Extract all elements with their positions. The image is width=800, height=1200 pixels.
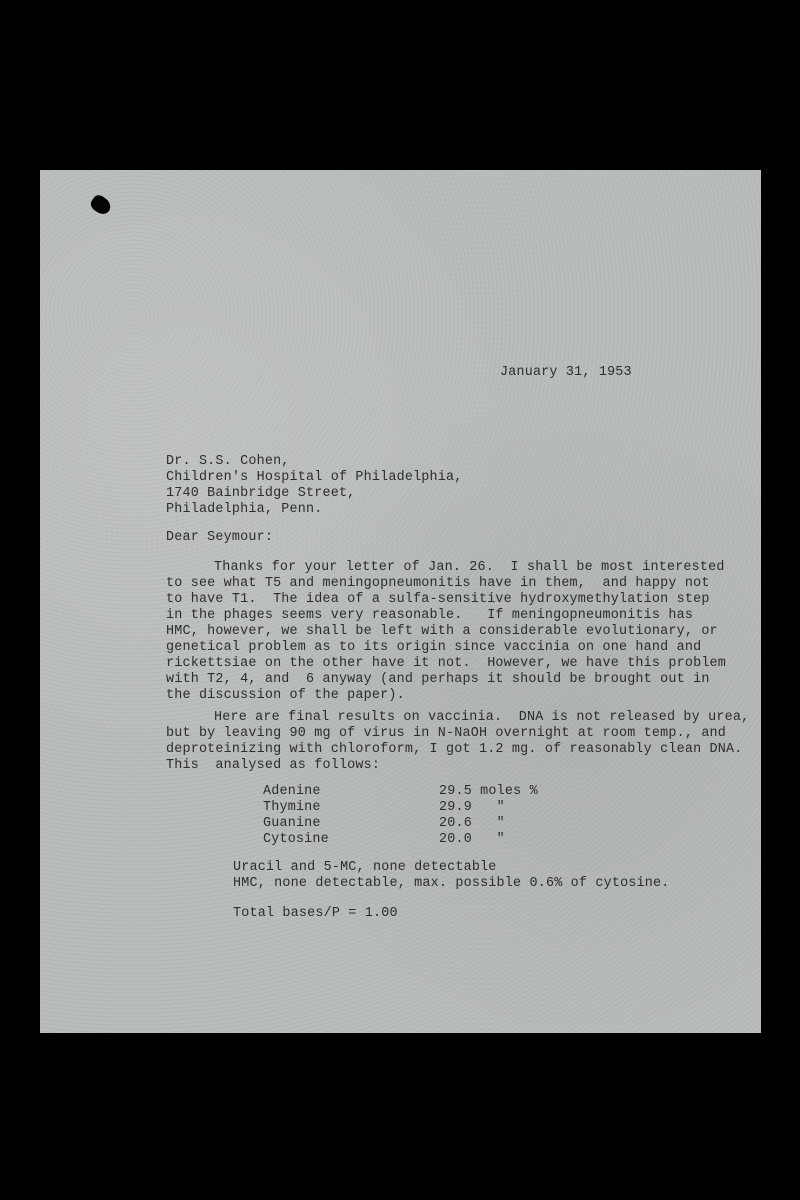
note-line: Uracil and 5-MC, none detectable bbox=[233, 860, 497, 875]
total-line: Total bases/P = 1.00 bbox=[233, 906, 398, 921]
paragraph-line: Thanks for your letter of Jan. 26. I shall be most interested bbox=[214, 560, 725, 575]
paragraph-line: with T2, 4, and 6 anyway (and perhaps it should be brought out in bbox=[166, 672, 710, 687]
result-value: 29.9 " bbox=[439, 800, 505, 815]
letter-date: January 31, 1953 bbox=[500, 365, 632, 380]
salutation: Dear Seymour: bbox=[166, 530, 274, 545]
paragraph-line: the discussion of the paper). bbox=[166, 688, 405, 703]
paragraph-line: HMC, however, we shall be left with a considerable evolutionary, or bbox=[166, 624, 718, 639]
result-base: Adenine bbox=[263, 784, 321, 799]
paragraph-line: Here are final results on vaccinia. DNA is not released by urea, bbox=[214, 710, 750, 725]
address-line: Dr. S.S. Cohen, bbox=[166, 454, 290, 469]
paragraph-line: but by leaving 90 mg of virus in N-NaOH overnight at room temp., and bbox=[166, 726, 727, 741]
result-base: Cytosine bbox=[263, 832, 329, 847]
paragraph-line: genetical problem as to its origin since vaccinia on one hand and bbox=[166, 640, 702, 655]
address-line: Children's Hospital of Philadelphia, bbox=[166, 470, 463, 485]
result-base: Thymine bbox=[263, 800, 321, 815]
result-base: Guanine bbox=[263, 816, 321, 831]
paragraph-line: to have T1. The idea of a sulfa-sensitive hydroxymethylation step bbox=[166, 592, 710, 607]
address-line: 1740 Bainbridge Street, bbox=[166, 486, 356, 501]
result-value: 29.5 moles % bbox=[439, 784, 538, 799]
result-value: 20.6 " bbox=[439, 816, 505, 831]
paragraph-line: rickettsiae on the other have it not. However, we have this problem bbox=[166, 656, 727, 671]
paragraph-line: to see what T5 and meningopneumonitis have in them, and happy not bbox=[166, 576, 710, 591]
paragraph-line: This analysed as follows: bbox=[166, 758, 381, 773]
paragraph-line: deproteinizing with chloroform, I got 1.2 mg. of reasonably clean DNA. bbox=[166, 742, 743, 757]
address-line: Philadelphia, Penn. bbox=[166, 502, 323, 517]
result-value: 20.0 " bbox=[439, 832, 505, 847]
note-line: HMC, none detectable, max. possible 0.6% of cytosine. bbox=[233, 876, 670, 891]
paragraph-line: in the phages seems very reasonable. If meningopneumonitis has bbox=[166, 608, 694, 623]
